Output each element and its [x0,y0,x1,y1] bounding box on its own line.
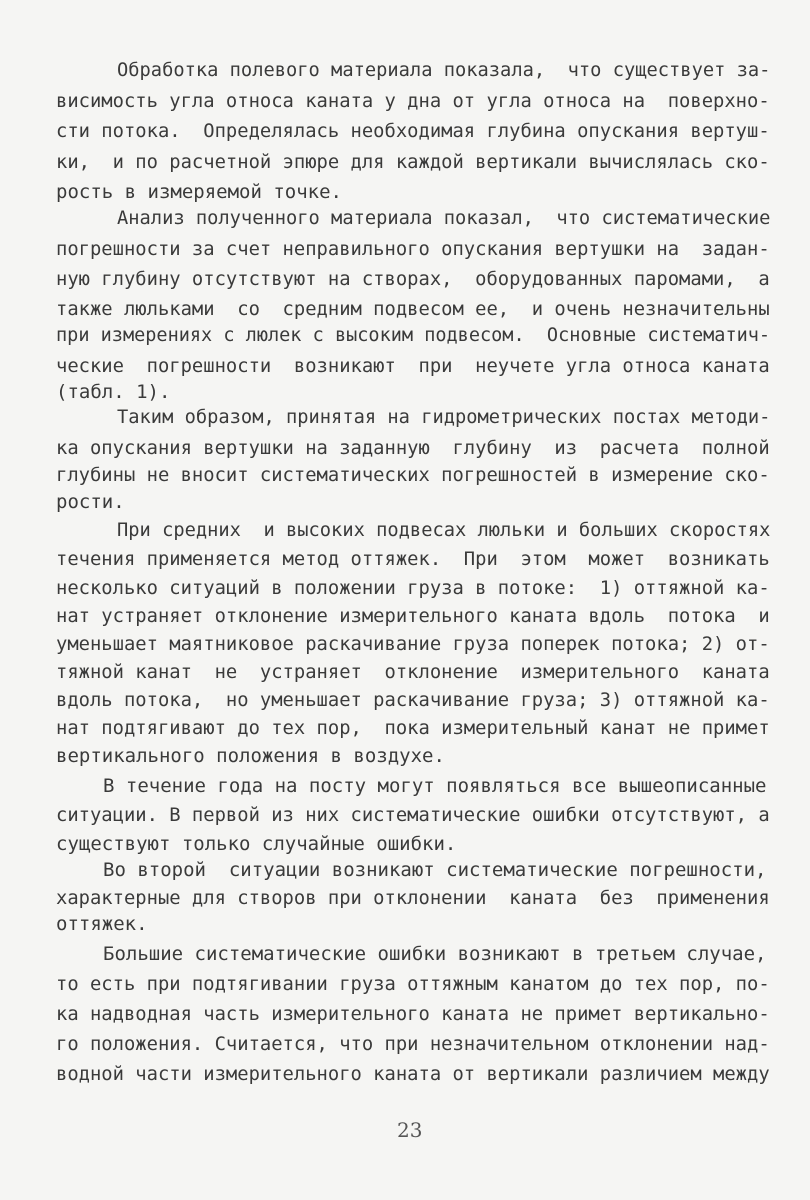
text-line: то есть при подтягивании груза оттяжным канатом до тех пор, по- [56,973,770,995]
text-line: Анализ полученного материала показал, что систематические [117,207,771,229]
text-line: ки, и по расчетной эпюре для каждой вертикали вычислялась ско- [56,151,770,173]
text-line: при измерениях с люлек с высоким подвесом. Основные систематич- [56,324,771,346]
text-line: висимость угла относа каната у дна от угла относа на поверхно- [56,90,770,112]
text-line: тяжной канат не устраняет отклонение измерительного каната [56,661,770,683]
text-line: ную глубину отсутствуют на створах, оборудованных паромами, а [56,268,770,290]
text-line: нат устраняет отклонение измерительного каната вдоль потока и [56,605,770,627]
text-line: рости. [56,491,125,513]
text-line: течения применяется метод оттяжек. При этом может возникать [56,548,770,570]
text-line: Обработка полевого материала показала, что существует за- [117,59,771,81]
text-line: рость в измеряемой точке. [56,181,342,203]
text-line: нат подтягивают до тех пор, пока измерительный канат не примет [56,717,770,739]
text-line: Большие систематические ошибки возникают в третьем случае, [103,943,767,965]
text-line: Во второй ситуации возникают систематические погрешности, [103,859,767,881]
text-line: ситуации. В первой из них систематические ошибки отсутствуют, а [56,804,770,826]
text-line: также люльками со средним подвесом ее, и очень незначительны [56,298,770,320]
text-line: ка опускания вертушки на заданную глубину из расчета полной [56,437,770,459]
text-line: го положения. Считается, что при незначительном отклонении над- [56,1033,770,1055]
text-line: характерные для створов при отклонении каната без применения [56,887,770,909]
text-line: При средних и высоких подвесах люльки и больших скоростях [117,519,771,541]
text-line: глубины не вносит систематических погрешностей в измерение ско- [56,464,770,486]
text-line: сти потока. Определялась необходимая глубина опускания вертуш- [56,120,770,142]
page-number: 23 [397,1118,423,1142]
text-line: (табл. 1). [56,381,171,403]
text-line: погрешности за счет неправильного опускания вертушки на задан- [56,238,770,260]
text-line: ка надводная часть измерительного каната не примет вертикально- [56,1003,770,1025]
text-line: уменьшает маятниковое раскачивание груза поперек потока; 2) от- [56,633,770,655]
text-line: несколько ситуаций в положении груза в потоке: 1) оттяжной ка- [56,577,770,599]
text-line: ческие погрешности возникают при неучете угла относа каната [56,355,770,377]
text-line: В течение года на посту могут появляться все вышеописанные [103,775,767,797]
text-line: вертикального положения в воздухе. [56,745,445,767]
text-line: водной части измерительного каната от вертикали различием между [56,1063,770,1085]
text-line: Таким образом, принятая на гидрометрических постах методи- [117,406,771,428]
text-line: оттяжек. [56,913,148,935]
text-line: существуют только случайные ошибки. [56,833,457,855]
text-line: вдоль потока, но уменьшает раскачивание груза; 3) оттяжной ка- [56,689,770,711]
